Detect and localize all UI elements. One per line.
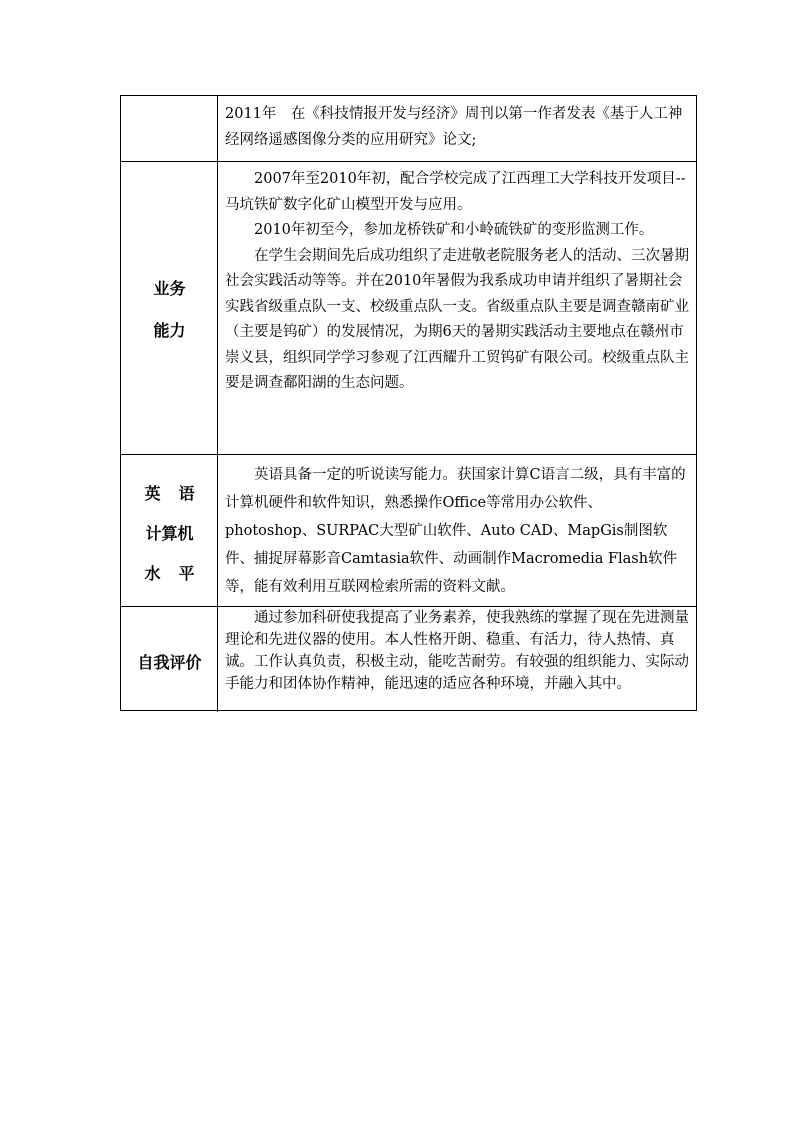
- row-label-cell: [121, 455, 218, 606]
- resume-table: [120, 95, 697, 711]
- publication-text: 2011年 在《科技情报开发与经济》周刊以第一作者发表《基于人工神经网络遥感图像分类的应用研究》论文;: [225, 106, 683, 148]
- label-line: 能力: [153, 321, 186, 340]
- table-row-language-computer: [121, 454, 696, 606]
- label-line: 英语: [144, 484, 213, 503]
- row-label-cell: [121, 162, 218, 454]
- row-content-cell: [218, 607, 696, 712]
- label-line: 自我评价: [137, 653, 202, 672]
- paragraph: 英语具备一定的听说读写能力。获国家计算C语言二级，具有丰富的计算机硬件和软件知识，熟悉操作Office等常用办公软件、photoshop、SURPAC大型矿山软件、Auto CAD、MapGis制图软件、捕捉屏幕影音Camtasia软件、动画制作Macromedia Flash软件等，能有效利用互联网检索所需的资料文献。: [225, 467, 686, 595]
- paragraph: 在学生会期间先后成功组织了走进敬老院服务老人的活动、三次暑期社会实践活动等等。并在2010年暑假为我系成功申请并组织了暑期社会实践省级重点队一支、校级重点队一支。省级重点队主要是调查赣南矿业（主要是钨矿）的发展情况，为期6天的暑期实践活动主要地点在赣州市崇义县，组织同学学习参观了江西耀升工贸钨矿有限公司。校级重点队主要是调查鄱阳湖的生态问题。: [225, 247, 689, 391]
- label-line: 计算机: [145, 524, 194, 543]
- row-label-cell: [121, 607, 218, 712]
- row-content-cell: [218, 96, 696, 161]
- paragraph: 2007年至2010年初，配合学校完成了江西理工大学科技开发项目--马坑铁矿数字化矿山模型开发与应用。: [225, 171, 686, 213]
- row-label-cell: [121, 96, 218, 161]
- table-row-business-ability: [121, 161, 696, 454]
- row-content-cell: [218, 162, 696, 454]
- label-line: 业务: [153, 279, 186, 298]
- label-line: 水平: [144, 564, 213, 583]
- table-row-self-evaluation: [121, 606, 696, 712]
- table-row-publication: [121, 96, 696, 161]
- paragraph: 2010年初至今，参加龙桥铁矿和小岭硫铁矿的变形监测工作。: [254, 222, 654, 238]
- row-content-cell: [218, 455, 696, 606]
- paragraph: 通过参加科研使我提高了业务素养，使我熟练的掌握了现在先进测量理论和先进仪器的使用。本人性格开朗、稳重、有活力，待人热情、真诚。工作认真负责，积极主动，能吃苦耐劳。有较强的组织能力、实际动手能力和团体协作精神，能迅速的适应各种环境，并融入其中。: [225, 610, 689, 692]
